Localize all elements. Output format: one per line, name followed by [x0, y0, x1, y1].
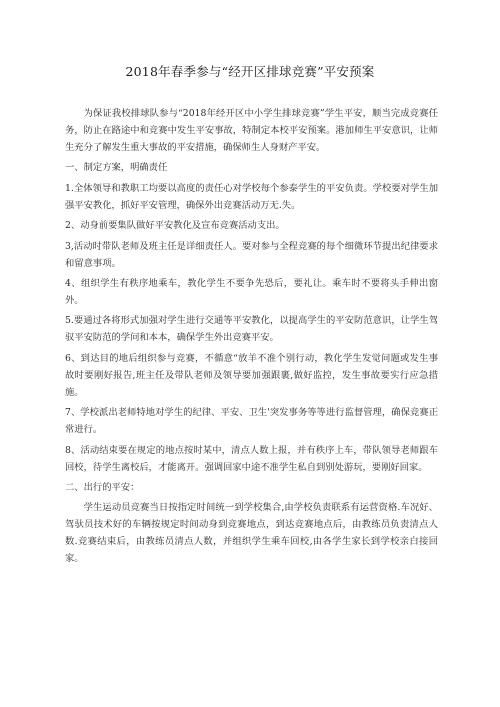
section-heading-2: 二、出行的平安：: [65, 481, 140, 493]
paragraph-item-5: 5.要通过各将形式加强对学生进行交通等平安教化，以提高学生的平安防范意识，让学生驾驭平安防范的学问和本本，确保学生外出竞赛平安。: [65, 315, 438, 344]
paragraph-item-4: 4、组织学生有秩序地乘车，教化学生不要争先恐后，要礼让。乘车时不要将头手伸出窗外。: [65, 277, 438, 306]
paragraph-item-6: 6、到达目的地后组织参与竞赛，不循意“放羊不准个别行动，教化学生发觉问题或发生事故时要刚好报告,班主任及带队老师及领导要加强跟裹,做好监控，发生事故要实行应急措施。: [65, 352, 438, 398]
paragraph-travel: 学生运动员竞赛当日按指定时间统一到学校集合,由学校负责联系有运营资格.车况好、驾驮员技术好的车辆按规定时间动身到竞赛地点，到达竞赛地点后，由教练员负责清点人数.竞赛结束后，由教练员清点人数，并组织学生乘车回校,由各学生家长到学校亲白接回家。: [65, 502, 438, 565]
paragraph-item-3: 3,活动时带队老师及班主任是详细责任人。要对参与全程竞赛的每个细微环节提出纪律要求和留意事项。: [65, 240, 438, 269]
paragraph-item-1: 1.全体领导和教职工均要以高度的责任心对学校每个参泰学生的平安负责。学校要对学生加强平安教化，抓好平安管理，确保外出竞赛活动万无.失。: [65, 182, 438, 211]
paragraph-intro: 为保证我校排球队参与“2018年经开区中小学生排球竞赛”学生平安，顺当完成竞赛任务，防止在路途中和竞赛中发生平安事故，特制定本校平安预案。港加师生平安意识，让师生充分了解发生重大事故的平安措施，确保师生人身财产平安。: [65, 108, 438, 153]
paragraph-item-8: 8、活动结束要在规定的地点按时某中，清点人数上报，并有秩序上车，带队领导老师跟车回校，待学生离校后，才能离开。强调回家中途不准学生私自到别处游玩，要刚好回家。: [65, 444, 438, 473]
document-title: 2018年春季参与“经开区排球竞赛”平安预案: [125, 64, 375, 79]
paragraph-item-2: 2、动身前要集队做好平安教化及宣布竞赛活动支出。: [65, 220, 285, 232]
section-heading-1: 一、制定方案，明确责任: [65, 162, 168, 174]
document-body: [65, 105, 438, 571]
paragraph-item-7: 7、学校派出老师特地对学生的纪律、平安、卫生'突发事务等等进行监督管理，确保竞赛正常进行。: [65, 407, 438, 436]
